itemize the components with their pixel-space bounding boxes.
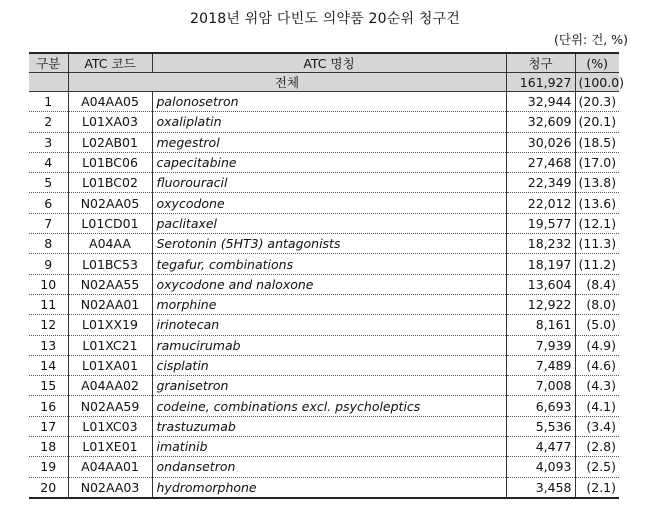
percent-cell: (4.9) <box>575 335 619 355</box>
rank-cell: 14 <box>29 355 68 375</box>
percent-cell: (3.4) <box>575 416 619 436</box>
rank-cell: 11 <box>29 294 68 314</box>
table-row <box>29 457 619 477</box>
rank-cell: 6 <box>29 193 68 213</box>
rank-cell: 20 <box>29 477 68 498</box>
header-claims: 청구 <box>506 53 575 73</box>
percent-cell: (20.1) <box>575 112 619 132</box>
table-row <box>29 437 619 457</box>
percent-cell: (2.8) <box>575 437 619 457</box>
atc-code-cell: N02AA55 <box>68 274 152 294</box>
atc-name-cell: paclitaxel <box>152 213 506 233</box>
table-row <box>29 315 619 335</box>
atc-code-cell: L01XC21 <box>68 335 152 355</box>
atc-code-cell: A04AA05 <box>68 92 152 112</box>
claims-cell: 3,458 <box>506 477 575 498</box>
claims-cell: 18,197 <box>506 254 575 274</box>
claims-cell: 22,349 <box>506 173 575 193</box>
table-row <box>29 112 619 132</box>
percent-cell: (17.0) <box>575 152 619 172</box>
atc-name-cell: codeine, combinations excl. psycholeptics <box>152 396 506 416</box>
rank-cell: 2 <box>29 112 68 132</box>
percent-cell: (11.2) <box>575 254 619 274</box>
rank-cell: 5 <box>29 173 68 193</box>
atc-code-cell: N02AA05 <box>68 193 152 213</box>
atc-code-cell: L02AB01 <box>68 132 152 152</box>
header-rank: 구분 <box>29 53 68 73</box>
table-row <box>29 274 619 294</box>
rank-cell: 7 <box>29 213 68 233</box>
header-atc-name: ATC 명칭 <box>152 53 506 73</box>
atc-code-cell: L01BC02 <box>68 173 152 193</box>
table-row <box>29 355 619 375</box>
atc-code-cell: A04AA <box>68 234 152 254</box>
atc-name-cell: ondansetron <box>152 457 506 477</box>
table-row <box>29 416 619 436</box>
rank-cell: 16 <box>29 396 68 416</box>
atc-name-cell: hydromorphone <box>152 477 506 498</box>
claims-cell: 32,944 <box>506 92 575 112</box>
percent-cell: (2.1) <box>575 477 619 498</box>
rank-cell: 1 <box>29 92 68 112</box>
claims-cell: 22,012 <box>506 193 575 213</box>
atc-code-cell: L01XE01 <box>68 437 152 457</box>
atc-name-cell: Serotonin (5HT3) antagonists <box>152 234 506 254</box>
atc-code-cell: N02AA01 <box>68 294 152 314</box>
claims-cell: 30,026 <box>506 132 575 152</box>
percent-cell: (4.1) <box>575 396 619 416</box>
header-row <box>29 53 619 73</box>
atc-name-cell: oxycodone <box>152 193 506 213</box>
table-row <box>29 193 619 213</box>
percent-cell: (13.8) <box>575 173 619 193</box>
claims-cell: 8,161 <box>506 315 575 335</box>
claims-cell: 4,477 <box>506 437 575 457</box>
total-percent: (100.0) <box>575 73 619 92</box>
atc-name-cell: megestrol <box>152 132 506 152</box>
atc-name-cell: cisplatin <box>152 355 506 375</box>
rank-cell: 13 <box>29 335 68 355</box>
atc-name-cell: ramucirumab <box>152 335 506 355</box>
atc-name-cell: imatinib <box>152 437 506 457</box>
header-percent: (%) <box>575 53 619 73</box>
atc-code-cell: L01XA03 <box>68 112 152 132</box>
claims-cell: 5,536 <box>506 416 575 436</box>
atc-name-cell: oxaliplatin <box>152 112 506 132</box>
claims-cell: 7,008 <box>506 376 575 396</box>
percent-cell: (2.5) <box>575 457 619 477</box>
atc-code-cell: L01XX19 <box>68 315 152 335</box>
unit-note: (단위: 건, %) <box>554 32 628 47</box>
claims-cell: 32,609 <box>506 112 575 132</box>
percent-cell: (8.4) <box>575 274 619 294</box>
rank-cell: 18 <box>29 437 68 457</box>
percent-cell: (4.3) <box>575 376 619 396</box>
percent-cell: (18.5) <box>575 132 619 152</box>
atc-name-cell: tegafur, combinations <box>152 254 506 274</box>
table-row <box>29 477 619 498</box>
atc-code-cell: L01XA01 <box>68 355 152 375</box>
atc-name-cell: granisetron <box>152 376 506 396</box>
table-title: 2018년 위암 다빈도 의약품 20순위 청구건 <box>189 11 461 27</box>
rank-cell: 17 <box>29 416 68 436</box>
atc-code-cell: L01BC06 <box>68 152 152 172</box>
atc-name-cell: trastuzumab <box>152 416 506 436</box>
claims-cell: 7,939 <box>506 335 575 355</box>
table-row <box>29 132 619 152</box>
claims-cell: 7,489 <box>506 355 575 375</box>
atc-code-cell: A04AA02 <box>68 376 152 396</box>
total-row <box>29 73 619 92</box>
claims-cell: 27,468 <box>506 152 575 172</box>
table-row <box>29 234 619 254</box>
atc-name-cell: palonosetron <box>152 92 506 112</box>
rank-cell: 8 <box>29 234 68 254</box>
table-row <box>29 376 619 396</box>
atc-code-cell: A04AA01 <box>68 457 152 477</box>
percent-cell: (20.3) <box>575 92 619 112</box>
table-row <box>29 213 619 233</box>
header-atc-code: ATC 코드 <box>68 53 152 73</box>
atc-code-cell: N02AA03 <box>68 477 152 498</box>
total-rank-cell <box>29 73 68 92</box>
percent-cell: (13.6) <box>575 193 619 213</box>
percent-cell: (5.0) <box>575 315 619 335</box>
atc-name-cell: capecitabine <box>152 152 506 172</box>
rank-cell: 3 <box>29 132 68 152</box>
table-row <box>29 335 619 355</box>
total-label: 전체 <box>68 73 506 92</box>
atc-code-cell: L01XC03 <box>68 416 152 436</box>
percent-cell: (12.1) <box>575 213 619 233</box>
claims-cell: 12,922 <box>506 294 575 314</box>
rank-cell: 9 <box>29 254 68 274</box>
rank-cell: 19 <box>29 457 68 477</box>
rank-cell: 4 <box>29 152 68 172</box>
table-row <box>29 254 619 274</box>
percent-cell: (11.3) <box>575 234 619 254</box>
claims-cell: 4,093 <box>506 457 575 477</box>
percent-cell: (8.0) <box>575 294 619 314</box>
claims-cell: 6,693 <box>506 396 575 416</box>
rank-cell: 10 <box>29 274 68 294</box>
atc-name-cell: oxycodone and naloxone <box>152 274 506 294</box>
rank-cell: 12 <box>29 315 68 335</box>
table-row <box>29 173 619 193</box>
table-row <box>29 152 619 172</box>
atc-name-cell: morphine <box>152 294 506 314</box>
atc-code-cell: N02AA59 <box>68 396 152 416</box>
atc-code-cell: L01CD01 <box>68 213 152 233</box>
percent-cell: (4.6) <box>575 355 619 375</box>
rank-cell: 15 <box>29 376 68 396</box>
total-claims: 161,927 <box>506 73 575 92</box>
atc-name-cell: fluorouracil <box>152 173 506 193</box>
table-row <box>29 92 619 112</box>
claims-cell: 18,232 <box>506 234 575 254</box>
table-row <box>29 294 619 314</box>
table-row <box>29 396 619 416</box>
drug-claims-table <box>29 52 625 499</box>
claims-cell: 13,604 <box>506 274 575 294</box>
atc-name-cell: irinotecan <box>152 315 506 335</box>
atc-code-cell: L01BC53 <box>68 254 152 274</box>
claims-cell: 19,577 <box>506 213 575 233</box>
